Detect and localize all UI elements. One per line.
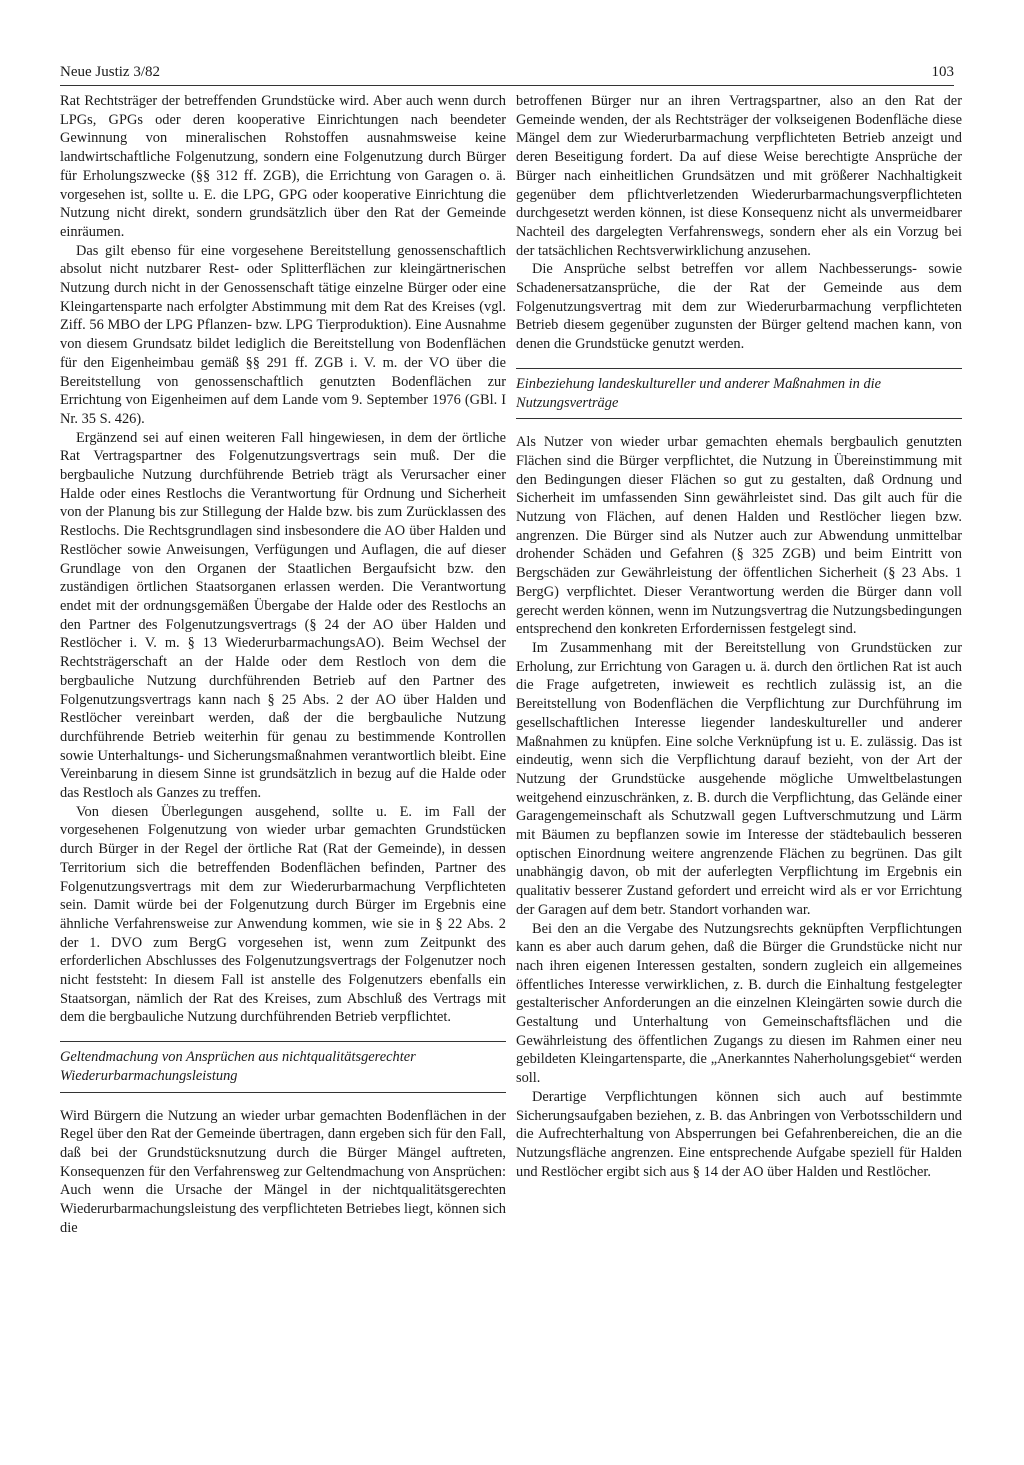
left-paragraph-5: Wird Bürgern die Nutzung an wieder urbar gemachten Bodenflächen in der Regel über den Rat der Gemeinde übertragen, dann ergeben sich für den Fall, daß bei der Grundstücksnutzung durch die Bürger Mängel auftreten, Konsequenzen für den Verfahrensweg zur Geltendmachung von Ansprüchen: Auch wenn die Ursache der Mängel in der nichtqualitätsgerechten Wiederurbarmachungsleistung des verpflichteten Betriebes liegt, können sich die <box>60 1107 506 1236</box>
right-paragraph-5: Bei den an die Vergabe des Nutzungsrechts geknüpften Verpflichtungen kann es aber auch darum gehen, daß die Bürger die Grundstücke nicht nur nach ihren eigenen Interessen gestalten, sondern zugleich ein allgemeines öffentliches Interesse verwirklichen, z. B. durch die Einhaltung festgelegter gestalterischer Anforderungen an die einzelnen Kleingärten sowie durch die Gestaltung und Unterhaltung von Gemeinschaftsflächen und die Gewährleistung des öffentlichen Zugangs zu diesen im Rahmen einer neu gebildeten Kleingartensparte, die „Anerkanntes Naherholungsgebiet“ werden soll. <box>516 920 962 1087</box>
journal-title: Neue Justiz 3/82 <box>60 64 160 80</box>
page-number: 103 <box>931 64 954 80</box>
section-heading-measures: Einbeziehung landeskultureller und anderer Maßnahmen in die Nutzungsverträge <box>516 368 962 419</box>
section-heading-claims: Geltendmachung von Ansprüchen aus nichtqualitätsgerechter Wiederurbarmachungsleistung <box>60 1041 506 1092</box>
running-header <box>60 62 954 82</box>
header-rule <box>60 85 954 86</box>
right-column <box>516 92 962 1382</box>
left-paragraph-3: Ergänzend sei auf einen weiteren Fall hingewiesen, in dem der örtliche Rat Vertragspartner des Folgenutzungsvertrags sein muß. Der die bergbauliche Nutzung durchführende Betrieb trägt als Verursacher einer Halde oder eines Restlochs die Verantwortung für Ordnung und Sicherheit von der Planung bis zur Stillegung der Halde bzw. bis zum Zurücklassen des Restlochs. Die Rechtsgrundlagen sind insbesondere die AO über Halden und Restlöcher sowie Anweisungen, Verfügungen und Auflagen, die auf dieser Grundlage von den Organen der Staatlichen Bergaufsicht bzw. den zuständigen örtlichen Staatsorganen erlassen werden. Die Verantwortung endet mit der ordnungsgemäßen Übergabe der Halde oder des Restlochs an den Partner des Folgenutzungsvertrags (§ 24 der AO über Halden und Restlöcher i. V. m. § 13 WiederurbarmachungsAO). Beim Wechsel der Rechtsträgerschaft an der Halde oder dem Restloch von dem die bergbauliche Nutzung durchführenden Betrieb auf den Partner des Folgenutzungsvertrags kann nach § 25 Abs. 2 der AO über Halden und Restlöcher vereinbart werden, daß der die bergbauliche Nutzung durchführende Betrieb weiterhin für genau zu bestimmende Kontrollen sowie Unterhaltungs- und Sicherungsmaßnahmen verantwortlich bleibt. Eine Vereinbarung in diesem Sinne ist grundsätzlich in bezug auf die Halde oder das Restloch als Ganzes zu treffen. <box>60 429 506 802</box>
right-paragraph-1: betroffenen Bürger nur an ihren Vertragspartner, also an den Rat der Gemeinde wenden, der als Rechtsträger der volkseigenen Bodenfläche diese Mängel dem zur Wiederurbarmachung verpflichteten Betrieb anzeigt und deren Beseitigung fordert. Da auf diese Weise berechtigte Ansprüche der Bürger nach einheitlichen Grundsätzen und mit größerer Nachhaltigkeit gegenüber dem pflichtverletzenden Wiederurbarmachungsverpflichteten durchgesetzt werden können, ist diese Konsequenz nicht als unvermeidbarer Nachteil des dargelegten Verfahrenswegs, sondern eher als ein Vorzug bei der tatsächlichen Rechtsverwirklichung anzusehen. <box>516 93 962 259</box>
left-paragraph-1: Rat Rechtsträger der betreffenden Grundstücke wird. Aber auch wenn durch LPGs, GPGs oder deren kooperative Einrichtungen nach beendeter Gewinnung von mineralischen Rohstoffen ausnahmsweise keine landwirtschaftliche Folgenutzung, sondern eine Folgenutzung durch Bürger für Erholungszwecke (§§ 312 ff. ZGB), die Errichtung von Garagen o. ä. vorgesehen ist, sollte u. E. die LPG, GPG oder kooperative Einrichtung die Nutzung nicht direkt, sondern grundsätzlich über den Rat der Gemeinde einräumen. <box>60 93 506 240</box>
right-paragraph-2: Die Ansprüche selbst betreffen vor allem Nachbesserungs- sowie Schadenersatzansprüche, die der Rat der Gemeinde aus dem Folgenutzungsvertrag mit dem zur Wiederurbarmachung verpflichteten Betrieb diesem gegenüber zugunsten der Bürger geltend machen kann, von denen die Grundstücke genutzt werden. <box>516 261 962 353</box>
left-column <box>60 92 506 1382</box>
right-paragraph-6: Derartige Verpflichtungen können sich auch auf bestimmte Sicherungsaufgaben beziehen, z. B. das Anbringen von Verbotsschildern und die Aufrechterhaltung von Absperrungen bei Gefahrenbereichen, die an die Nutzungsfläche angrenzen. Eine entsprechende Aufgabe speziell für Halden und Restlöcher ergibt sich aus § 14 der AO über Halden und Restlöcher. <box>516 1088 962 1180</box>
right-paragraph-3: Als Nutzer von wieder urbar gemachten ehemals bergbaulich genutzten Flächen sind die Bürger verpflichtet, die Nutzung in Übereinstimmung mit den Bedingungen dieser Flächen so gut zu gestalten, daß Ordnung und Sicherheit im umfassenden Sinn gewährleistet sind. Das gilt auch für die Nutzung von Flächen, auf denen Halden und Restlöcher liegen bzw. angrenzen. Die Bürger sind als Nutzer auch zur Abwendung unmittelbar drohender Schäden und Gefahren (§ 325 ZGB) und beim Eintritt von Bergschäden zur Gewährleistung der öffentlichen Sicherheit (§ 23 Abs. 1 BergG) verpflichtet. Dieser Verantwortung werden die Bürger dann voll gerecht werden können, wenn im Nutzungsvertrag die Nutzungsbedingungen entsprechend den konkreten Erfordernissen festgelegt sind. <box>516 434 962 638</box>
right-paragraph-4: Im Zusammenhang mit der Bereitstellung von Grundstücken zur Erholung, zur Errichtung von Garagen u. ä. durch den örtlichen Rat ist auch die Frage aufgetreten, inwieweit es rechtlich zulässig ist, an die Bereitstellung von Bodenflächen die Verpflichtung zur Durchführung im gesellschaftlichen Interesse liegender landeskultureller und anderer Maßnahmen zu knüpfen. Eine solche Verknüpfung ist u. E. zulässig. Das ist eindeutig, wenn sich die Verpflichtung darauf bezieht, von der Art der Nutzung der Grundstücke ausgehende mögliche Umweltbelastungen weitgehend einzuschränken, z. B. durch die Verpflichtung, das Gelände einer Garagengemeinschaft als Schutzwall gegen Luftverschmutzung und Lärm mit Bäumen zu bepflanzen sowie im Interesse der städtebaulich besseren optischen Einordnung weitere angrenzende Flächen zu begrünen. Das gilt unabhängig davon, ob mit der auferlegten Verpflichtung im Ergebnis ein qualitativ besserer Zustand gefordert und erreicht wird als er vor Errichtung der Garagen auf dem betr. Standort vorhanden war. <box>516 639 962 918</box>
left-paragraph-2: Das gilt ebenso für eine vorgesehene Bereitstellung genossenschaftlich absolut nicht nutzbarer Rest- oder Splitterflächen zur kleingärtnerischen Nutzung durch nicht in der Genossenschaft tätige einzelne Bürger oder eine Kleingartensparte nach erfolgter Abstimmung mit dem Rat des Kreises (vgl. Ziff. 56 MBO der LPG Pflanzen- bzw. LPG Tierproduktion). Eine Ausnahme von diesem Grundsatz bildet lediglich die Bereitstellung von Bodenflächen für den Eigenheimbau gemäß §§ 291 ff. ZGB i. V. m. der VO über die Bereitstellung von genossenschaftlich genutzten Bodenflächen zur Errichtung von Eigenheimen auf dem Lande vom 9. September 1976 (GBl. I Nr. 35 S. 426). <box>60 242 506 427</box>
left-paragraph-4: Von diesen Überlegungen ausgehend, sollte u. E. im Fall der vorgesehenen Folgenutzung von wieder urbar gemachten Grundstücken durch Bürger in der Regel der örtliche Rat (Rat der Gemeinde), in dessen Territorium sich die betreffenden Bodenflächen befinden, Partner des Folgenutzungsvertrags mit dem zur Wiederurbarmachung Verpflichteten sein. Damit würde bei der Folgenutzung durch Bürger im Ergebnis eine ähnliche Verfahrensweise zur Anwendung kommen, wie sie in § 22 Abs. 2 der 1. DVO zum BergG vorgesehen ist, wenn zum Zeitpunkt des erforderlichen Abschlusses des Folgenutzungsvertrags der Folgenutzer noch nicht feststeht: In diesem Fall ist anstelle des Folgenutzers ebenfalls ein Staatsorgan, nämlich der Rat des Kreises, zum Abschluß des Vertrags mit dem die bergbauliche Nutzung durchführenden Betrieb verpflichtet. <box>60 803 506 1026</box>
